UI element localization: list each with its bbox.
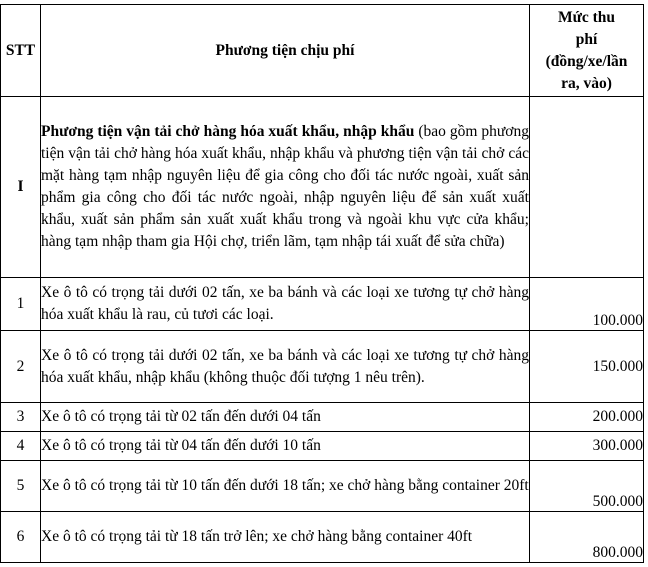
row-fee: 300.000 (530, 432, 644, 461)
row-description: Xe ô tô có trọng tải từ 02 tấn đến dưới 04 tấn (41, 403, 530, 432)
row-fee: 200.000 (530, 403, 644, 432)
section-title: Phương tiện vận tải chở hàng hóa xuất khẩu, nhập khẩu (41, 123, 415, 140)
row-description: Xe ô tô có trọng tải dưới 02 tấn, xe ba bánh và các loại xe tương tự chở hàng hóa xuất khẩu là rau, củ tươi các loại. (41, 278, 530, 331)
header-fee-line1: Mức thu (557, 8, 616, 26)
table-row (1, 432, 644, 461)
header-fee (530, 5, 644, 97)
row-description: Xe ô tô có trọng tải từ 18 tấn trở lên; xe chở hàng bằng container 40ft (41, 512, 530, 563)
section-id: I (1, 97, 41, 278)
header-fee-line2: phí (575, 30, 598, 48)
row-stt: 6 (1, 512, 41, 563)
table-row (1, 461, 644, 512)
row-fee: 800.000 (530, 512, 644, 563)
header-fee-line3: (đồng/xe/lần (545, 52, 628, 70)
header-row (1, 5, 644, 97)
row-description: Xe ô tô có trọng tải dưới 02 tấn, xe ba bánh và các loại xe tương tự chở hàng hóa xuất khẩu, nhập khẩu (không thuộc đối tượng 1 nêu trên). (41, 331, 530, 403)
section-fee-empty (530, 97, 644, 278)
section-description: (bao gồm phương tiện vận tải chở hàng hóa xuất khẩu, nhập khẩu và phương tiện vận tải chở các mặt hàng tạm nhập nguyên liệu để gia công cho đối tác nước ngoài, xuất sản phẩm gia công cho đối tác nước ngoài, nhập nguyên liệu để sản xuất xuất khẩu, xuất sản phẩm sản xuất xuất khẩu trong và ngoài khu vực cửa khẩu; hàng tạm nhập tham gia Hội chợ, triển lãm, tạm nhập tái xuất để sửa chữa) (41, 123, 529, 250)
table-row (1, 512, 644, 563)
table-row (1, 403, 644, 432)
row-description: Xe ô tô có trọng tải từ 10 tấn đến dưới 18 tấn; xe chở hàng bằng container 20ft (41, 461, 530, 512)
row-description: Xe ô tô có trọng tải từ 04 tấn đến dưới 10 tấn (41, 432, 530, 461)
fee-table (0, 4, 644, 563)
row-fee: 500.000 (530, 461, 644, 512)
row-stt: 2 (1, 331, 41, 403)
table-row (1, 331, 644, 403)
table-row (1, 278, 644, 331)
row-fee: 150.000 (530, 331, 644, 403)
row-fee: 100.000 (530, 278, 644, 331)
header-stt: STT (1, 5, 41, 97)
section-description-cell (41, 97, 530, 278)
header-vehicle: Phương tiện chịu phí (41, 5, 530, 97)
header-fee-line4: ra, vào) (561, 74, 612, 92)
section-row (1, 97, 644, 278)
row-stt: 4 (1, 432, 41, 461)
row-stt: 1 (1, 278, 41, 331)
row-stt: 5 (1, 461, 41, 512)
row-stt: 3 (1, 403, 41, 432)
